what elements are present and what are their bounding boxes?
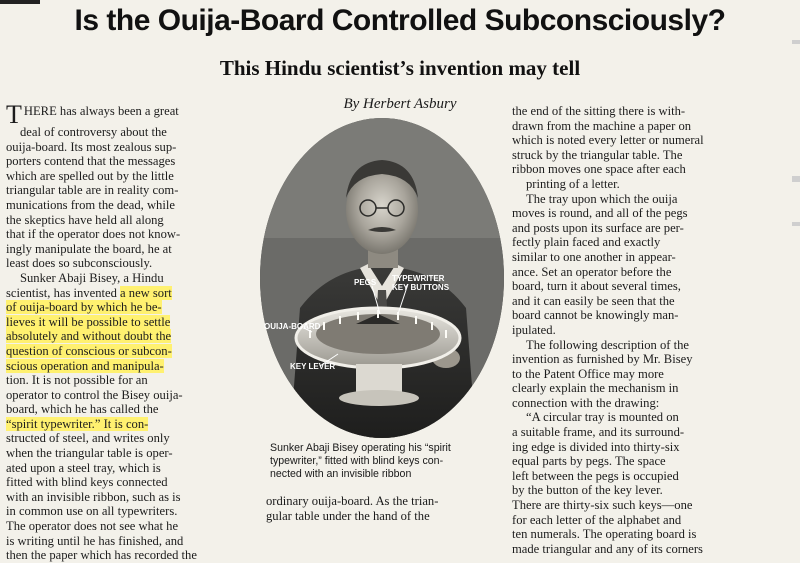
photo-label-key-lever: KEY LEVER bbox=[290, 362, 336, 371]
text-line: moves is round, and all of the pegs bbox=[512, 206, 688, 221]
text-line: structed of steel, and writes only bbox=[6, 431, 170, 446]
text-line: a suitable frame, and its surround- bbox=[512, 425, 685, 440]
scrollbar-mark bbox=[792, 222, 800, 226]
text-line: made triangular and any of its corners bbox=[512, 541, 703, 556]
photo-illustration bbox=[260, 118, 504, 438]
text-line: scientist, has invented a new sort bbox=[6, 285, 172, 300]
text-line: ribbon moves one space after each bbox=[512, 162, 686, 177]
text-line: clearly explain the mechanism in bbox=[512, 381, 679, 396]
text-line: ated upon a steel tray, which is bbox=[6, 460, 161, 475]
text-line: ordinary ouija-board. As the trian- bbox=[266, 494, 439, 508]
text-line: ance. Set an operator before the bbox=[512, 264, 672, 279]
text-line: struck by the triangular table. The bbox=[512, 147, 683, 162]
text-line: The following description of the bbox=[526, 337, 689, 352]
subheadline: This Hindu scientist’s invention may tell bbox=[219, 56, 581, 80]
text-line: board, which he has called the bbox=[6, 402, 159, 417]
text-line: ipulated. bbox=[512, 322, 556, 337]
text-line: absolutely and without doubt the bbox=[6, 329, 172, 344]
text-line: by the button of the key lever. bbox=[512, 483, 663, 498]
scrollbar-mark bbox=[792, 176, 800, 182]
text-line: printing of a letter. bbox=[526, 176, 620, 191]
text-line: which is noted every letter or numeral bbox=[512, 133, 704, 148]
text-line: is writing until he has finished, and bbox=[6, 533, 184, 548]
text-line: board cannot be knowingly man- bbox=[512, 308, 679, 323]
text-line: The operator does not see what he bbox=[6, 519, 179, 534]
column-middle-text bbox=[266, 494, 504, 523]
text-line: the end of the sitting there is with- bbox=[512, 104, 686, 118]
text-line: in common use on all typewriters. bbox=[6, 504, 178, 519]
byline: By Herbert Asbury bbox=[343, 96, 457, 112]
text-line: ingly manipulate the board, he at bbox=[6, 241, 172, 256]
text-line: ouija-board. Its most zealous sup- bbox=[6, 139, 177, 154]
photo-caption bbox=[270, 442, 502, 481]
text-line: lieves it will be possible to settle bbox=[6, 314, 171, 329]
text-line: tion. It is not possible for an bbox=[6, 373, 148, 388]
text-line: ten numerals. The operating board is bbox=[512, 527, 697, 542]
photo-label-ouija-board: OUIJA-BOARD bbox=[264, 322, 321, 331]
text-line: fectly plain faced and exactly bbox=[512, 235, 661, 250]
text-line: operator to control the Bisey ouija- bbox=[6, 387, 183, 402]
column-left bbox=[6, 104, 254, 563]
photo-oval bbox=[260, 118, 504, 438]
text-line: for each letter of the alphabet and bbox=[512, 512, 682, 527]
caption-line: nected with an invisible ribbon bbox=[270, 468, 412, 480]
text-line: which are spelled out by the little bbox=[6, 168, 174, 183]
text-line: porters contend that the messages bbox=[6, 154, 176, 169]
text-line: similar to one another in appear- bbox=[512, 249, 676, 264]
column-right bbox=[512, 104, 764, 556]
text-line: question of conscious or subcon- bbox=[6, 343, 172, 358]
photo-label-typewriter-keys: TYPEWRITER KEY BUTTONS bbox=[392, 274, 450, 292]
text-line: that if the operator does not know- bbox=[6, 227, 181, 242]
text-line: and posts upon its surface are per- bbox=[512, 220, 684, 235]
text-line: drawn from the machine a paper on bbox=[512, 118, 692, 133]
scrollbar-mark bbox=[792, 40, 800, 44]
text-line: triangular table are in reality com- bbox=[6, 183, 179, 198]
text-line: fitted with blind keys connected bbox=[6, 475, 168, 490]
text-line: deal of controversy about the bbox=[20, 125, 167, 139]
text-line: “A circular tray is mounted on bbox=[526, 410, 679, 425]
drop-cap: T bbox=[6, 104, 22, 125]
text-line: with an invisible ribbon, such as is bbox=[6, 489, 181, 504]
text-line: least does so subconsciously. bbox=[6, 256, 153, 271]
text-line: to the Patent Office may more bbox=[512, 366, 664, 381]
photo bbox=[260, 118, 504, 438]
text-line: equal parts by pegs. The space bbox=[512, 454, 666, 469]
text-line: scious operation and manipula- bbox=[6, 358, 164, 373]
text-line: the skeptics have held all along bbox=[6, 212, 164, 227]
text-line: gular table under the hand of the bbox=[266, 508, 430, 523]
text-line: There are thirty-six such keys—one bbox=[512, 498, 693, 513]
text-line: The tray upon which the ouija bbox=[526, 191, 678, 206]
caption-line: Sunker Abaji Bisey operating his “spirit bbox=[270, 442, 451, 454]
text-line: Sunker Abaji Bisey, a Hindu bbox=[20, 270, 164, 285]
text-line: “spirit typewriter.” It is con- bbox=[6, 416, 149, 431]
text-line: of ouija-board by which he be- bbox=[6, 300, 162, 315]
text-line: connection with the drawing: bbox=[512, 395, 660, 410]
highlighted-text: a new sort bbox=[120, 285, 172, 300]
headline: Is the Ouija-Board Controlled Subconsciously? bbox=[74, 4, 726, 37]
text-line: invention as furnished by Mr. Bisey bbox=[512, 352, 693, 367]
photo-label-pegs: PEGS bbox=[354, 278, 377, 287]
text-line: board, turn it about several times, bbox=[512, 279, 681, 294]
text-line: when the triangular table is oper- bbox=[6, 446, 173, 461]
text-line: and it can easily be seen that the bbox=[512, 293, 675, 308]
text-line: THERE has always been a great bbox=[6, 104, 179, 125]
caption-line: typewriter,” fitted with blind keys con- bbox=[270, 455, 444, 467]
text-line: left between the pegs is occupied bbox=[512, 468, 679, 483]
text-line: munications from the dead, while bbox=[6, 197, 175, 212]
text-line: ing edge is divided into thirty-six bbox=[512, 439, 680, 454]
text-line: then the paper which has recorded the bbox=[6, 548, 197, 563]
